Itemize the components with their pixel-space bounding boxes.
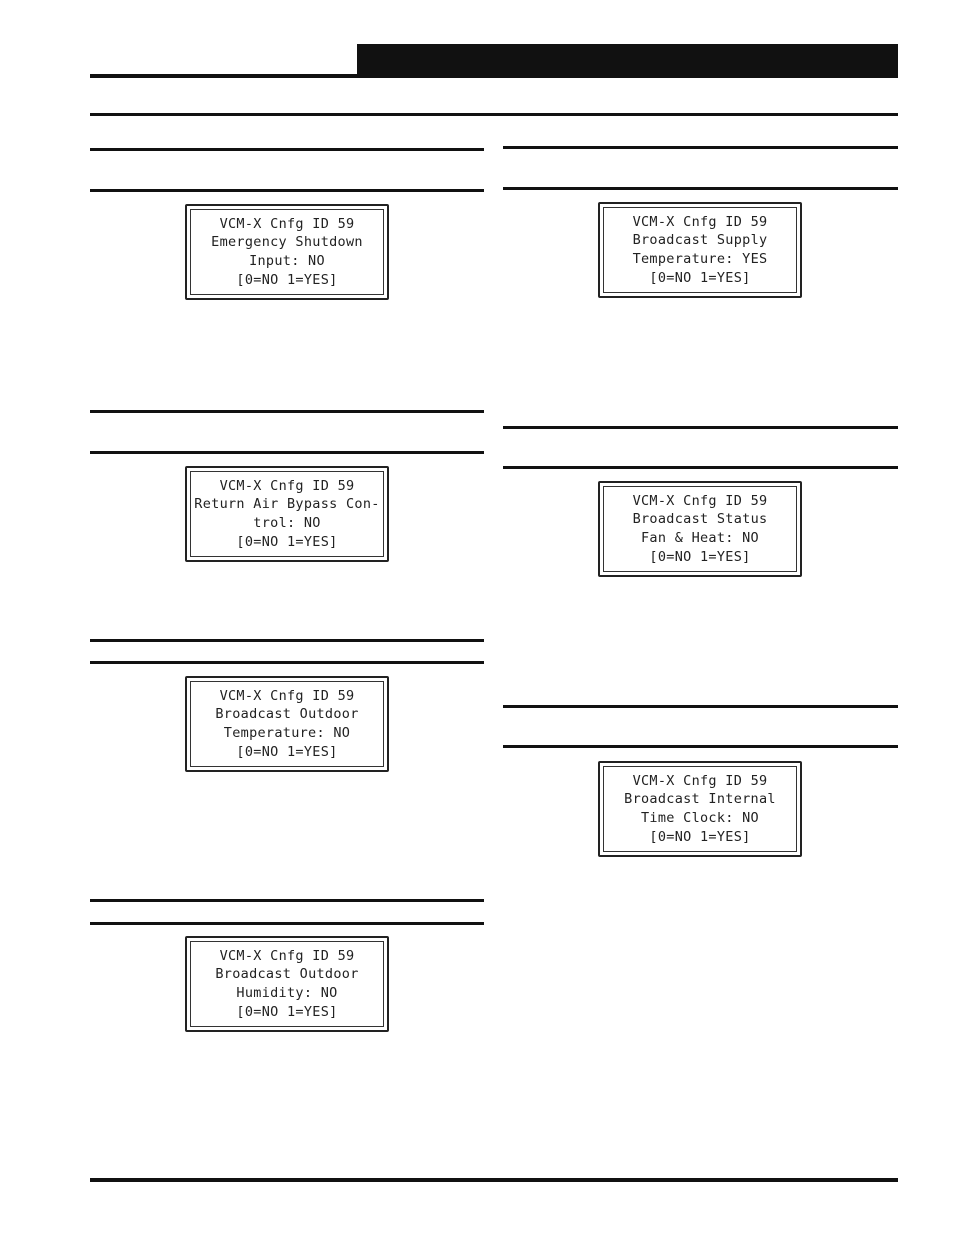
- lcd-line: Return Air Bypass Con-: [194, 496, 380, 513]
- lcd-line: Broadcast Status: [632, 511, 768, 528]
- left-section-rule: [90, 189, 484, 192]
- left-section-rule: [90, 639, 484, 642]
- lcd-line: Fan & Heat: NO: [641, 530, 759, 546]
- lcd-display-internal-time-clock: [598, 761, 802, 857]
- lcd-line: [0=NO 1=YES]: [236, 743, 338, 760]
- lcd-line: trol: NO: [253, 515, 321, 531]
- lcd-display-outdoor-humidity: [185, 936, 389, 1032]
- lcd-display-outdoor-temperature: [185, 676, 389, 772]
- lcd-line: Broadcast Outdoor: [215, 706, 359, 723]
- lcd-display-emergency-shutdown: [185, 204, 389, 300]
- right-section-rule: [503, 146, 898, 149]
- lcd-line: Temperature: NO: [223, 725, 351, 741]
- lcd-line: Input: NO: [249, 253, 325, 269]
- lcd-line: VCM-X Cnfg ID 59: [219, 215, 355, 232]
- lcd-line: Humidity: NO: [236, 985, 338, 1001]
- left-section-rule: [90, 410, 484, 413]
- lcd-line: VCM-X Cnfg ID 59: [632, 492, 768, 509]
- header-bar: [357, 44, 898, 78]
- left-section-rule: [90, 661, 484, 664]
- right-section-rule: [503, 466, 898, 469]
- lcd-line: VCM-X Cnfg ID 59: [219, 947, 355, 964]
- lcd-line: Broadcast Outdoor: [215, 966, 359, 983]
- right-section-rule: [503, 705, 898, 708]
- lcd-line: [0=NO 1=YES]: [649, 269, 751, 286]
- lcd-line: [0=NO 1=YES]: [236, 1003, 338, 1020]
- lcd-line: [0=NO 1=YES]: [236, 271, 338, 288]
- right-section-rule: [503, 187, 898, 190]
- lcd-line: Emergency Shutdown: [211, 234, 363, 251]
- right-section-rule: [503, 745, 898, 748]
- left-section-rule: [90, 922, 484, 925]
- footer-rule: [90, 1178, 898, 1182]
- section-top-rule: [90, 113, 898, 116]
- left-section-rule: [90, 899, 484, 902]
- left-section-rule: [90, 451, 484, 454]
- lcd-display-status-fan-heat: [598, 481, 802, 577]
- lcd-display-return-air-bypass: [185, 466, 389, 562]
- lcd-line: VCM-X Cnfg ID 59: [632, 772, 768, 789]
- lcd-line: VCM-X Cnfg ID 59: [219, 687, 355, 704]
- lcd-line: [0=NO 1=YES]: [236, 533, 338, 550]
- lcd-display-supply-temperature: [598, 202, 802, 298]
- header-rule: [90, 74, 358, 78]
- lcd-line: VCM-X Cnfg ID 59: [219, 477, 355, 494]
- right-section-rule: [503, 426, 898, 429]
- lcd-line: VCM-X Cnfg ID 59: [632, 213, 768, 230]
- lcd-line: Time Clock: NO: [641, 810, 759, 826]
- lcd-line: [0=NO 1=YES]: [649, 548, 751, 565]
- lcd-line: Temperature: YES: [632, 251, 768, 267]
- lcd-line: Broadcast Supply: [632, 232, 768, 249]
- left-section-rule: [90, 148, 484, 151]
- lcd-line: [0=NO 1=YES]: [649, 828, 751, 845]
- lcd-line: Broadcast Internal: [624, 791, 776, 808]
